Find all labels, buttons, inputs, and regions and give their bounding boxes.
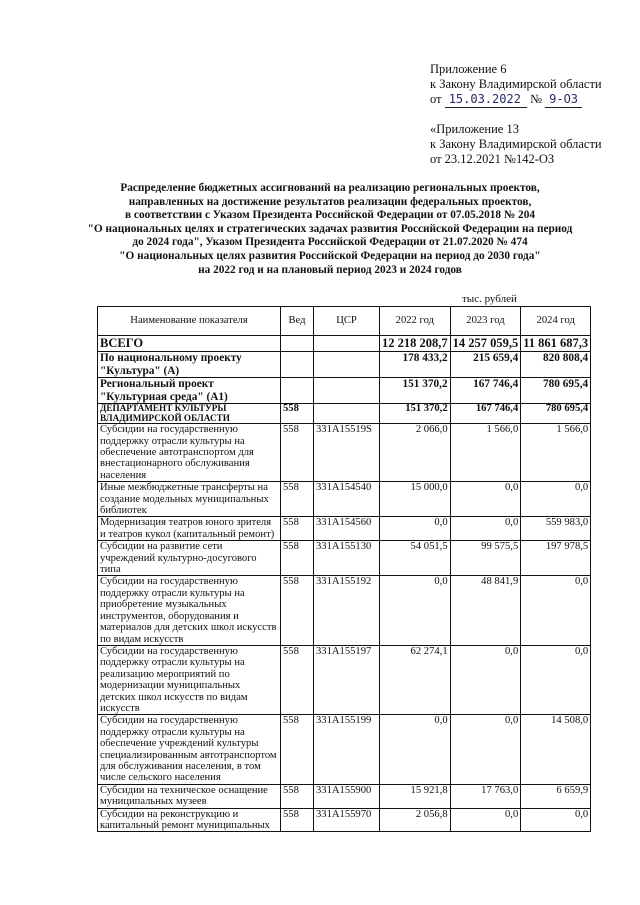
header-csr: ЦСР: [314, 307, 380, 336]
row-ved: 558: [281, 517, 314, 541]
row-2023: 215 659,4: [450, 352, 521, 378]
title-line: "О национальных целях и стратегических задачах развития Российской Федерации на период: [87, 222, 573, 235]
table-row: [98, 715, 591, 784]
row-2024: 780 695,4: [521, 404, 591, 424]
title-line: на 2022 год и на плановый период 2023 и 2024 годов: [198, 263, 462, 276]
appendix-13-date: от 23.12.2021 №142-ОЗ: [430, 152, 555, 166]
row-2023: 17 763,0: [450, 784, 521, 808]
header-2023: 2023 год: [450, 307, 521, 336]
row-2022: 2 056,8: [380, 808, 451, 832]
row-name: По национальному проекту "Культура" (А): [98, 352, 281, 378]
number-sign: №: [530, 92, 542, 106]
table-row-department: [98, 404, 591, 424]
row-2024: 6 659,9: [521, 784, 591, 808]
table-row-total: [98, 336, 591, 352]
row-2024: 559 983,0: [521, 517, 591, 541]
header-2024: 2024 год: [521, 307, 591, 336]
row-2022: 151 370,2: [380, 378, 451, 404]
row-2023: 167 746,4: [450, 378, 521, 404]
row-ved: 558: [281, 715, 314, 784]
row-name: Субсидии на реконструкцию и капитальный ремонт муниципальных: [98, 808, 281, 832]
row-2024: 0,0: [521, 576, 591, 645]
row-2022: 0,0: [380, 576, 451, 645]
table-row: [98, 517, 591, 541]
row-name: Субсидии на развитие сети учреждений культурно-досугового типа: [98, 541, 281, 576]
row-name: ДЕПАРТАМЕНТ КУЛЬТУРЫ ВЛАДИМИРСКОЙ ОБЛАСТИ: [98, 404, 281, 424]
row-csr: 331А15519S: [314, 424, 380, 482]
table-row: [98, 424, 591, 482]
title-line: в соответствии с Указом Президента Российской Федерации от 07.05.2018 № 204: [125, 209, 535, 222]
row-ved: [281, 336, 314, 352]
table-header-row: [98, 307, 591, 336]
budget-table: [97, 306, 591, 832]
row-csr: 331А154560: [314, 517, 380, 541]
row-name: Субсидии на государственную поддержку отрасли культуры на приобретение музыкальных инструментов, оборудования и материалов для детских школ искусств по видам искусств: [98, 576, 281, 645]
appendix-6-block: [430, 62, 602, 108]
appendix-13-law: к Закону Владимирской области: [430, 137, 602, 151]
row-csr: [314, 378, 380, 404]
header-2022: 2022 год: [380, 307, 451, 336]
table-row: [98, 541, 591, 576]
row-2023: 0,0: [450, 645, 521, 714]
row-2023: 48 841,9: [450, 576, 521, 645]
row-csr: 331А155192: [314, 576, 380, 645]
row-2022: 54 051,5: [380, 541, 451, 576]
row-2024: 14 508,0: [521, 715, 591, 784]
appendix-6-title: Приложение 6: [430, 62, 507, 76]
table-row: [98, 808, 591, 832]
row-2023: 1 566,0: [450, 424, 521, 482]
row-csr: 331А155900: [314, 784, 380, 808]
table-row: [98, 784, 591, 808]
row-csr: 331А155130: [314, 541, 380, 576]
row-ved: [281, 352, 314, 378]
row-ved: 558: [281, 404, 314, 424]
row-2024: 0,0: [521, 645, 591, 714]
row-2023: 0,0: [450, 808, 521, 832]
row-2023: 0,0: [450, 482, 521, 517]
row-2024: 820 808,4: [521, 352, 591, 378]
row-name: Иные межбюджетные трансферты на создание модельных муниципальных библиотек: [98, 482, 281, 517]
row-name: Региональный проект "Культурная среда" (А1): [98, 378, 281, 404]
row-2022: 62 274,1: [380, 645, 451, 714]
appendix-13-block: [430, 122, 602, 167]
row-name: Модернизация театров юного зрителя и театров кукол (капитальный ремонт): [98, 517, 281, 541]
row-2023: 14 257 059,5: [450, 336, 521, 352]
row-csr: 331А155970: [314, 808, 380, 832]
title-line: Распределение бюджетных ассигнований на реализацию региональных проектов,: [120, 182, 540, 194]
row-2022: 0,0: [380, 517, 451, 541]
row-name: Субсидии на государственную поддержку отрасли культуры на реализацию мероприятий по модернизации муниципальных детских школ искусств по видам искусств: [98, 645, 281, 714]
row-2023: 99 575,5: [450, 541, 521, 576]
table-row: [98, 576, 591, 645]
row-ved: 558: [281, 541, 314, 576]
row-ved: 558: [281, 576, 314, 645]
row-csr: 331А155199: [314, 715, 380, 784]
row-csr: 331А155197: [314, 645, 380, 714]
table-row: [98, 482, 591, 517]
row-2024: 11 861 687,3: [521, 336, 591, 352]
header-ved: Вед: [281, 307, 314, 336]
row-ved: 558: [281, 424, 314, 482]
title-line: "О национальных целях развития Российской Федерации на период до 2030 года": [119, 249, 541, 262]
row-2023: 167 746,4: [450, 404, 521, 424]
row-2024: 780 695,4: [521, 378, 591, 404]
row-name: Субсидии на государственную поддержку отрасли культуры на обеспечение учреждений культуры специализированным автотранспортом для обслуживания населения, в том числе сельского населения: [98, 715, 281, 784]
row-ved: [281, 378, 314, 404]
appendix-6-date-line: [430, 92, 602, 108]
table-row: [98, 645, 591, 714]
row-2022: 15 921,8: [380, 784, 451, 808]
header-name: Наименование показателя: [98, 307, 281, 336]
row-ved: 558: [281, 784, 314, 808]
document-title: [80, 182, 580, 277]
row-ved: 558: [281, 808, 314, 832]
row-2023: 0,0: [450, 517, 521, 541]
row-2024: 1 566,0: [521, 424, 591, 482]
table-row-national-project: [98, 352, 591, 378]
appendix-13-title: «Приложение 13: [430, 122, 519, 136]
handwritten-number: 9-ОЗ: [545, 92, 582, 108]
row-name: Субсидии на государственную поддержку отрасли культуры на обеспечение автотранспортом для внестационарного обслуживания населения: [98, 424, 281, 482]
appendix-6-law: к Закону Владимирской области: [430, 77, 602, 91]
row-2022: 151 370,2: [380, 404, 451, 424]
title-line: направленных на достижение результатов реализации федеральных проектов,: [128, 195, 532, 208]
row-ved: 558: [281, 482, 314, 517]
row-2024: 197 978,5: [521, 541, 591, 576]
row-2022: 12 218 208,7: [380, 336, 451, 352]
row-csr: 331А154540: [314, 482, 380, 517]
row-2024: 0,0: [521, 808, 591, 832]
row-2022: 2 066,0: [380, 424, 451, 482]
table-row-regional-project: [98, 378, 591, 404]
row-2022: 15 000,0: [380, 482, 451, 517]
row-csr: [314, 352, 380, 378]
row-ved: 558: [281, 645, 314, 714]
row-name: Субсидии на техническое оснащение муниципальных музеев: [98, 784, 281, 808]
row-csr: [314, 336, 380, 352]
row-2022: 178 433,2: [380, 352, 451, 378]
units-label: тыс. рублей: [462, 293, 517, 305]
row-csr: [314, 404, 380, 424]
row-2022: 0,0: [380, 715, 451, 784]
row-2024: 0,0: [521, 482, 591, 517]
row-name: ВСЕГО: [98, 336, 281, 352]
title-line: до 2024 года", Указом Президента Российской Федерации от 21.07.2020 № 474: [132, 236, 528, 249]
handwritten-date: 15.03.2022: [445, 92, 527, 108]
from-label: от: [430, 92, 442, 106]
row-2023: 0,0: [450, 715, 521, 784]
